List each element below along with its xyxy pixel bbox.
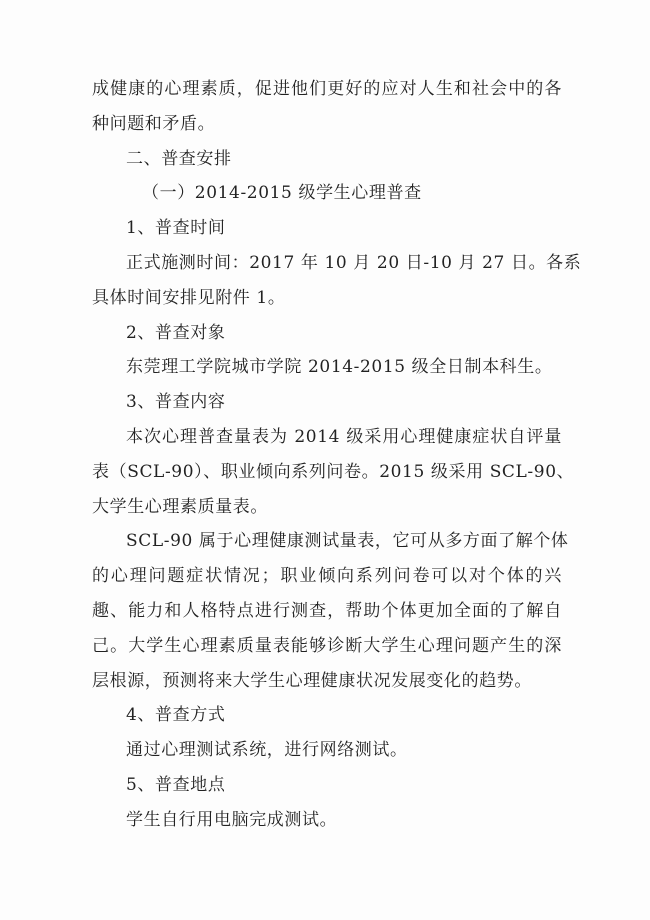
paragraph-line: 的心理问题症状情况；职业倾向系列问卷可以对个体的兴 xyxy=(92,566,562,587)
paragraph-line: 本次心理普查量表为 2014 级采用心理健康症状自评量 xyxy=(126,426,562,447)
paragraph-line: 表（SCL-90）、职业倾向系列问卷。2015 级采用 SCL-90、 xyxy=(92,461,575,482)
paragraph-line: 己。大学生心理素质量表能够诊断大学生心理问题产生的深 xyxy=(92,635,562,656)
paragraph-line: 大学生心理素质量表。 xyxy=(92,496,268,517)
paragraph-line: 趣、能力和人格特点进行测查，帮助个体更加全面的了解自 xyxy=(92,600,562,621)
subsection-heading: （一）2014-2015 级学生心理普查 xyxy=(142,183,422,204)
paragraph-line: 正式施测时间：2017 年 10 月 20 日-10 月 27 日。各系 xyxy=(126,252,582,273)
item-heading: 2、普查对象 xyxy=(126,322,226,343)
item-heading: 3、普查内容 xyxy=(126,392,226,413)
paragraph-line: 学生自行用电脑完成测试。 xyxy=(126,809,338,830)
item-heading: 1、普查时间 xyxy=(126,218,226,239)
paragraph-line: 通过心理测试系统，进行网络测试。 xyxy=(126,740,408,761)
section-heading: 二、普查安排 xyxy=(126,148,232,169)
paragraph-line: 东莞理工学院城市学院 2014-2015 级全日制本科生。 xyxy=(126,357,553,378)
paragraph-line: 种问题和矛盾。 xyxy=(92,113,216,134)
document-body xyxy=(92,72,582,838)
paragraph-line: SCL-90 属于心理健康测试量表，它可从多方面了解个体 xyxy=(126,531,569,552)
paragraph-line: 层根源，预测将来大学生心理健康状况发展变化的趋势。 xyxy=(92,670,532,691)
paragraph-line: 具体时间安排见附件 1。 xyxy=(92,287,286,308)
item-heading: 4、普查方式 xyxy=(126,705,226,726)
item-heading: 5、普查地点 xyxy=(126,774,226,795)
paragraph-line: 成健康的心理素质，促进他们更好的应对人生和社会中的各 xyxy=(92,79,562,99)
